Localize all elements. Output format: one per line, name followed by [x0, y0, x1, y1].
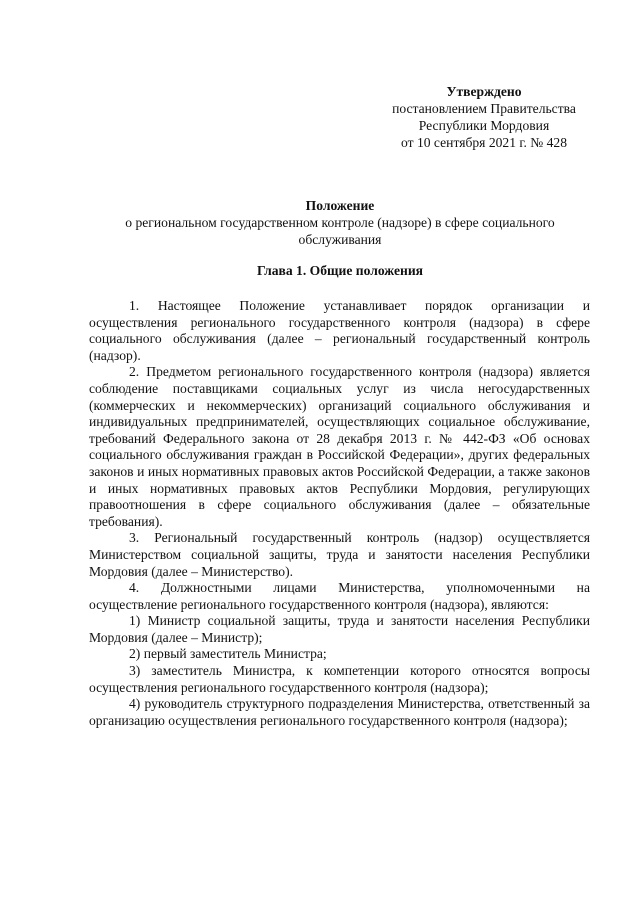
document-title: Положение [305, 198, 375, 213]
paragraph: 1) Министр социальной защиты, труда и занятости населения Республики Мордовия (далее – Министр); [89, 613, 590, 645]
approval-line: от 10 сентября 2021 г. № 428 [400, 135, 568, 150]
paragraph: 1. Настоящее Положение устанавливает порядок организации и осуществления регионального государственного контроля (надзора) в сфере социального обслуживания (далее – региональный государственный контроль (надзор). [89, 298, 590, 363]
approval-title: Утверждено [446, 84, 522, 99]
approval-line: постановлением Правительства [392, 101, 576, 116]
approval-stamp [384, 83, 584, 151]
paragraph: 2. Предметом регионального государственного контроля (надзора) является соблюдение поставщиками социальных услуг из числа негосударственных (коммерческих и некоммерческих) организаций социального обслуживания и индивидуальных предпринимателей, осуществляющих социальное обслуживание, требований Федерального закона от 28 декабря 2013 г. № 442-ФЗ «Об основах социального обслуживания граждан в Российской Федерации», других федеральных законов и иных нормативных правовых актов Российской Федерации, а также законов и иных нормативных правовых актов Республики Мордовия, регулирующих правоотношения в сфере социального обслуживания (далее – обязательные требования). [89, 364, 590, 529]
paragraph: 4. Должностными лицами Министерства, уполномоченными на осуществление регионального государственного контроля (надзора), являются: [89, 580, 590, 612]
paragraph: 3. Региональный государственный контроль (надзор) осуществляется Министерством социальной защиты, труда и занятости населения Республики Мордовия (далее – Министерство). [89, 530, 590, 579]
paragraph: 3) заместитель Министра, к компетенции которого относятся вопросы осуществления регионального государственного контроля (надзора); [89, 663, 590, 695]
document-subtitle: о региональном государственном контроле (надзоре) в сфере социального обслуживания [125, 215, 555, 247]
paragraph: 2) первый заместитель Министра; [129, 646, 327, 662]
document-body [89, 298, 590, 729]
chapter-heading: Глава 1. Общие положения [256, 263, 424, 278]
approval-line: Республики Мордовия [418, 118, 550, 133]
paragraph: 4) руководитель структурного подразделения Министерства, ответственный за организацию осуществления регионального государственного контроля (надзора); [89, 696, 590, 728]
document-heading [90, 197, 590, 248]
